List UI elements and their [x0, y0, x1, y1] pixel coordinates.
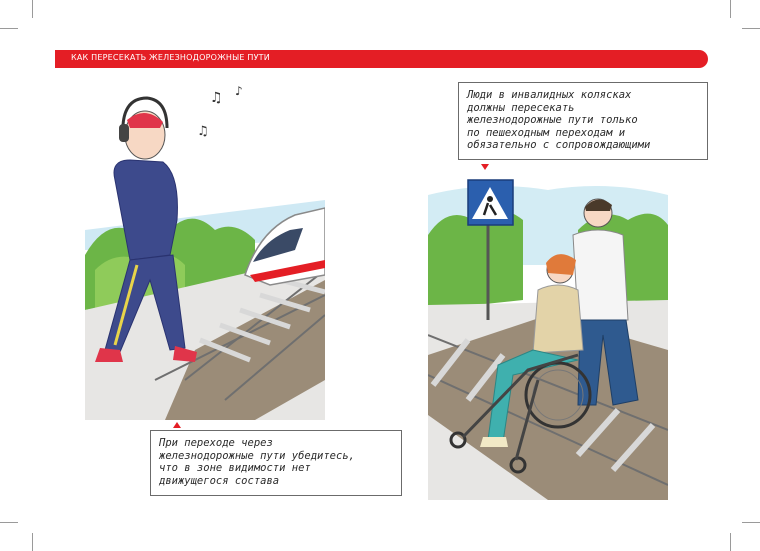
- svg-text:♫: ♫: [210, 90, 223, 106]
- crop-mark: [742, 28, 760, 29]
- crop-mark: [0, 28, 18, 29]
- crop-mark: [730, 0, 731, 18]
- right-caption-line: по пешеходным переходам и: [467, 126, 626, 139]
- left-caption-line: При переходе через: [159, 437, 273, 449]
- header-bar: [55, 50, 708, 68]
- left-caption-line: что в зоне видимости нет: [159, 462, 311, 474]
- right-caption-pointer: [481, 164, 489, 170]
- svg-text:♫: ♫: [197, 124, 209, 139]
- left-illustration: [85, 80, 325, 420]
- header-title: КАК ПЕРЕСЕКАТЬ ЖЕЛЕЗНОДОРОЖНЫЕ ПУТИ: [71, 53, 270, 62]
- right-caption-line: обязательно с сопровождающими: [467, 139, 651, 151]
- crop-mark: [32, 533, 33, 551]
- right-caption-line: железнодорожные пути только: [467, 114, 638, 126]
- left-caption-line: железнодорожные пути убедитесь,: [159, 449, 355, 462]
- left-caption: [150, 430, 402, 496]
- left-caption-pointer: [173, 422, 181, 428]
- left-caption-line: движущегося состава: [159, 474, 280, 487]
- right-caption-line: Люди в инвалидных колясках: [467, 89, 632, 101]
- crop-mark: [0, 522, 18, 523]
- crop-mark: [32, 0, 33, 18]
- right-illustration: [428, 175, 668, 500]
- right-caption: [458, 82, 708, 160]
- crop-mark: [742, 522, 760, 523]
- right-caption-line: должны пересекать: [467, 101, 575, 114]
- svg-text:♪: ♪: [235, 84, 243, 98]
- crop-mark: [730, 533, 731, 551]
